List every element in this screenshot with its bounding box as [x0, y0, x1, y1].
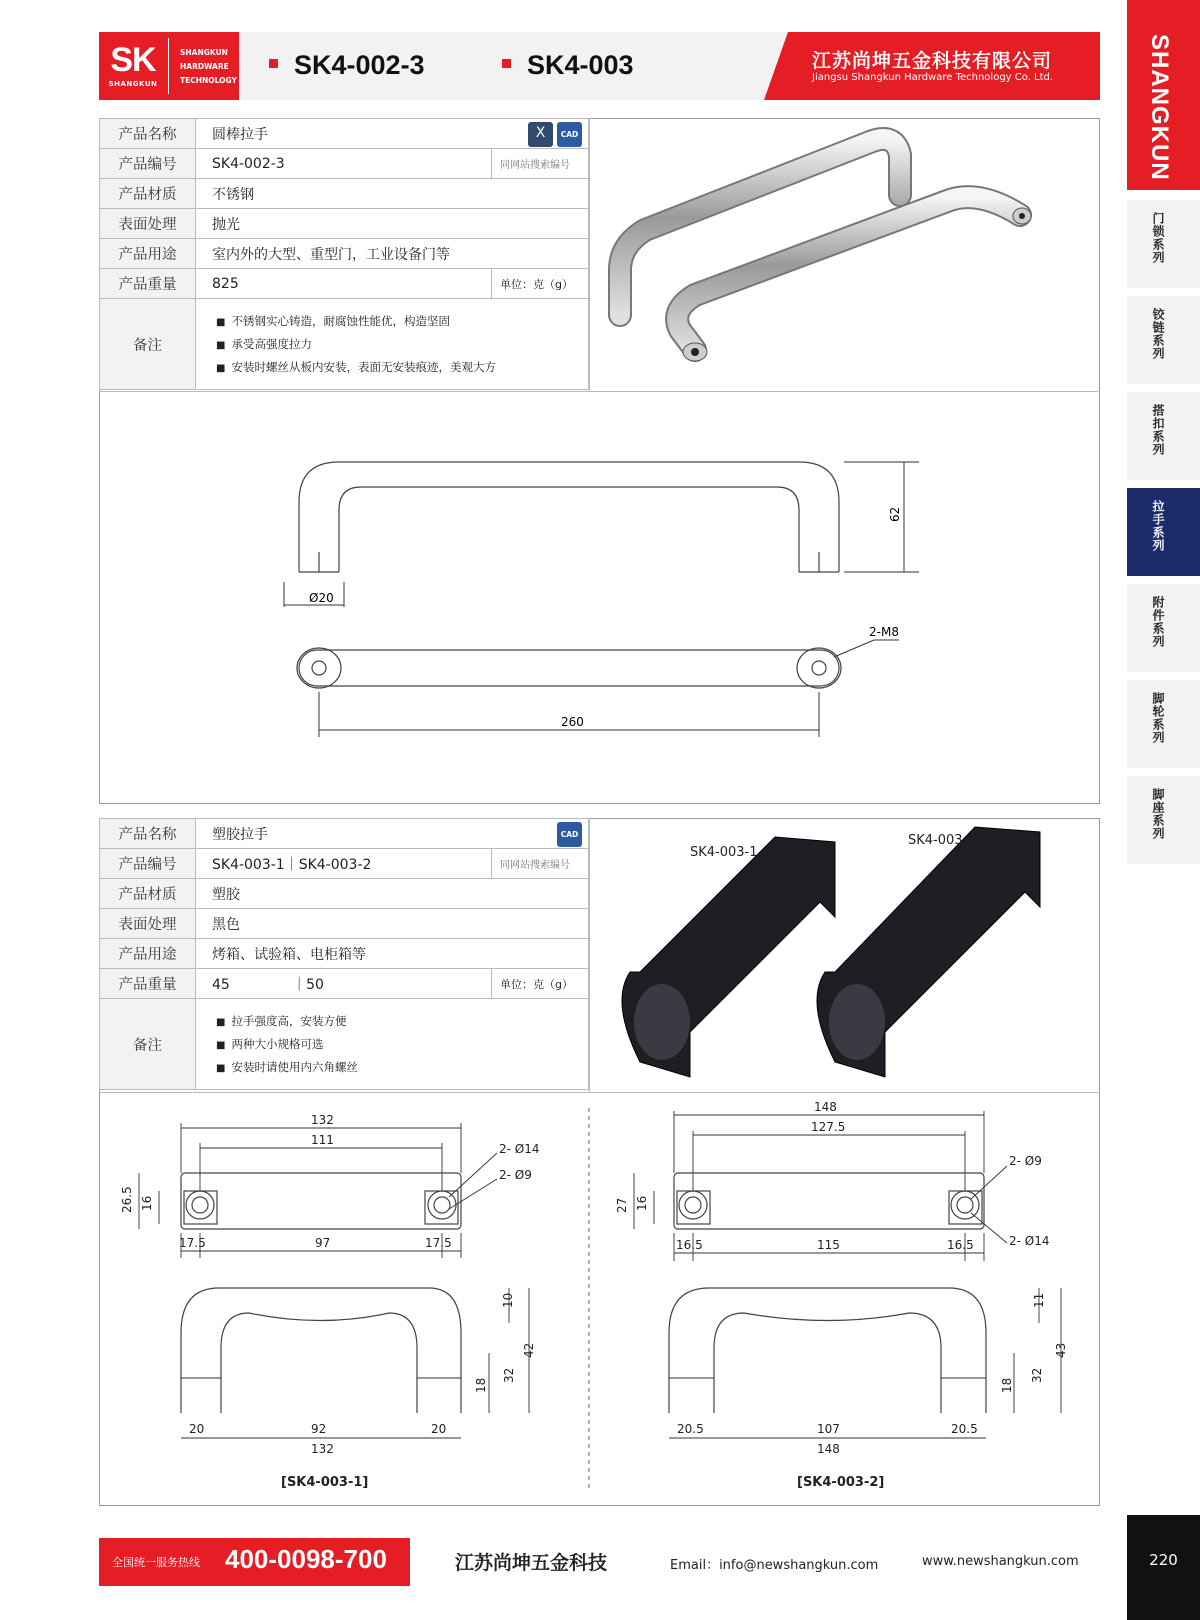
tab-lock-series[interactable]: 门锁系列 [1127, 200, 1200, 288]
svg-text:20.5: 20.5 [951, 1422, 978, 1436]
svg-text:97: 97 [315, 1236, 331, 1250]
svg-text:[SK4-003-2]: [SK4-003-2] [797, 1475, 885, 1490]
svg-text:17.5: 17.5 [425, 1236, 452, 1250]
svg-text:Ø20: Ø20 [309, 591, 334, 605]
svg-text:20.5: 20.5 [677, 1422, 704, 1436]
svg-text:2- Ø14: 2- Ø14 [1009, 1234, 1050, 1248]
svg-text:10: 10 [501, 1292, 515, 1308]
tab-caster-series[interactable]: 脚轮系列 [1127, 680, 1200, 768]
svg-text:SK4-003-2: SK4-003-2 [908, 833, 976, 848]
svg-text:107: 107 [817, 1422, 840, 1436]
svg-text:18: 18 [474, 1377, 488, 1393]
logo-text: SHANGKUN HARDWARE TECHNOLOGY [180, 48, 237, 85]
hotline-label: 全国统一服务热线 [112, 1556, 200, 1569]
tab-latch-series[interactable]: 搭扣系列 [1127, 392, 1200, 480]
svg-text:16.5: 16.5 [676, 1238, 703, 1252]
svg-text:148: 148 [817, 1442, 840, 1456]
product2-code: SK4-003-1｜SK4-003-2 [196, 849, 492, 879]
tab-foot-series[interactable]: 脚座系列 [1127, 776, 1200, 864]
svg-text:20: 20 [189, 1422, 205, 1436]
svg-text:2- Ø9: 2- Ø9 [1009, 1154, 1042, 1168]
svg-text:115: 115 [817, 1238, 840, 1252]
model-title-1: SK4-002-3 [269, 50, 425, 81]
cad-icon[interactable]: CAD [557, 822, 582, 847]
svg-text:62: 62 [888, 506, 902, 522]
svg-text:2- Ø9: 2- Ø9 [499, 1168, 532, 1182]
svg-text:132: 132 [311, 1113, 334, 1127]
svg-text:18: 18 [1000, 1377, 1014, 1393]
cad-icon[interactable]: CAD [557, 122, 582, 147]
svg-text:20: 20 [431, 1422, 447, 1436]
svg-text:111: 111 [311, 1133, 334, 1147]
svg-text:SK4-003-1: SK4-003-1 [690, 845, 758, 860]
footer-email[interactable]: Email：info@newshangkun.com [670, 1558, 879, 1573]
svg-text:148: 148 [814, 1100, 837, 1114]
svg-text:260: 260 [561, 715, 584, 729]
page-number: 220 [1127, 1515, 1200, 1620]
svg-text:32: 32 [502, 1367, 516, 1383]
company-name-en: Jiangsu Shangkun Hardware Technology Co. Ltd. [812, 72, 1054, 83]
svg-text:16: 16 [635, 1195, 649, 1211]
product2-spec-table: 产品名称 塑胶拉手 CAD 产品编号 SK4-003-1｜SK4-003-2 同网站搜索编号 产品材质 塑胶 表面处理 黑色 产品用途 烤箱、试验箱、电柜箱等 产品重量 45 ｜50 单位：克（g） 备注 ■ 拉手强度高，安装方便 ■ 两种大小规格可选 ■ 安装时请使用内六角螺丝 [99, 818, 589, 1090]
product1-spec-table: 产品名称 圆棒拉手 X CAD 产品编号 SK4-002-3 同网站搜索编号 产品材质 不锈钢 表面处理 抛光 产品用途 室内外的大型、重型门，工业设备门等 产品重量 825 单位：克（g） 备注 ■ 不锈钢实心铸造，耐腐蚀性能优，构造坚固 ■ 承受高强度拉力 ■ 安装时螺丝从板内安装，表面无安装痕迹，美观大方 [99, 118, 589, 390]
svg-text:43: 43 [1054, 1342, 1068, 1358]
svg-text:2- Ø14: 2- Ø14 [499, 1142, 540, 1156]
product1-photo [600, 120, 1090, 390]
svg-text:16.5: 16.5 [947, 1238, 974, 1252]
tab-accessory-series[interactable]: 附件系列 [1127, 584, 1200, 672]
svg-text:17.5: 17.5 [179, 1236, 206, 1250]
product1-code: SK4-002-3 [196, 149, 492, 179]
tab-handle-series[interactable]: 拉手系列 [1127, 488, 1200, 576]
svg-text:132: 132 [311, 1442, 334, 1456]
product2-drawings [99, 1093, 1098, 1503]
svg-text:27: 27 [615, 1197, 629, 1213]
logo-mark: SK SHANGKUN [108, 41, 158, 88]
svg-text:11: 11 [1032, 1292, 1046, 1308]
svg-text:92: 92 [311, 1422, 327, 1436]
model-title-2: SK4-003 [502, 50, 634, 81]
svg-text:32: 32 [1030, 1367, 1044, 1383]
company-name-cn: 江苏尚坤五金科技有限公司 [812, 50, 1053, 72]
svg-text:2-M8: 2-M8 [869, 625, 899, 639]
svg-text:16: 16 [140, 1195, 154, 1211]
svg-text:127.5: 127.5 [811, 1120, 846, 1134]
tab-hinge-series[interactable]: 铰链系列 [1127, 296, 1200, 384]
footer-website[interactable]: www.newshangkun.com [922, 1554, 1079, 1569]
logo-divider [168, 38, 169, 94]
svg-text:[SK4-003-1]: [SK4-003-1] [281, 1475, 369, 1490]
x3d-icon[interactable]: X [528, 122, 553, 147]
product2-photo [600, 822, 1090, 1090]
footer-company: 江苏尚坤五金科技 [455, 1552, 608, 1574]
svg-text:42: 42 [522, 1342, 536, 1358]
hotline-number[interactable]: 400-0098-700 [225, 1544, 387, 1574]
svg-text:26.5: 26.5 [120, 1186, 134, 1213]
product1-drawing [99, 392, 1098, 802]
side-brand: SHANGKUN [1127, 0, 1200, 190]
